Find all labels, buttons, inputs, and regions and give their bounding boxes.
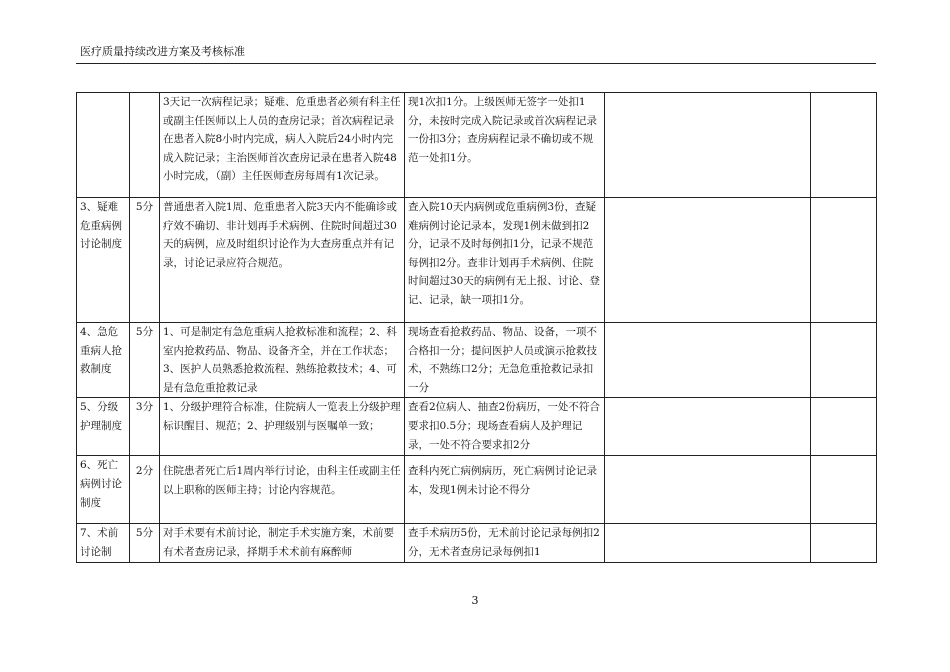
- item-name-cell: 5、分级护理制度: [77, 398, 130, 456]
- standard-cell: 1、可是制定有急危重病人抢救标准和流程；2、科室内抢救药品、物品、设备齐全，并在工作状态；3、医护人员熟悉抢救流程、熟练抢救技术；4、可是有急危重抢救记录: [160, 323, 405, 398]
- blank-cell: [605, 323, 811, 398]
- item-name-cell: [77, 93, 130, 198]
- blank-cell: [605, 93, 811, 198]
- method-cell: 查科内死亡病例病历，死亡病例讨论记录本，发现1例未讨论不得分: [405, 456, 605, 524]
- score-cell: 5分: [130, 323, 160, 398]
- standard-cell: 1、分级护理符合标准，住院病人一览表上分级护理标识醒目、规范；2、护理级别与医嘱单一致；: [160, 398, 405, 456]
- blank-cell: [811, 198, 877, 323]
- score-cell: 2分: [130, 456, 160, 524]
- table-row: [77, 198, 877, 323]
- method-cell: 查手术病历5份，无术前讨论记录每例扣2分，无术者查房记录每例扣1: [405, 524, 605, 562]
- blank-cell: [605, 198, 811, 323]
- score-cell: 5分: [130, 524, 160, 562]
- blank-cell: [605, 524, 811, 562]
- table-row: [77, 456, 877, 524]
- method-cell: 现场查看抢救药品、物品、设备，一项不合格扣一分；提问医护人员或演示抢救技术，不熟练口2分；无急危重抢救记录扣一分: [405, 323, 605, 398]
- score-cell: [130, 93, 160, 198]
- score-cell: 5分: [130, 198, 160, 323]
- page-number: 3: [471, 594, 479, 607]
- header-rule: [76, 63, 876, 64]
- standard-cell: 住院患者死亡后1周内举行讨论，由科主任或副主任以上职称的医师主持；讨论内容规范。: [160, 456, 405, 524]
- table-row: [77, 524, 877, 562]
- standard-cell: 普通患者入院1周、危重患者入院3天内不能确诊或疗效不确切、非计划再手术病例、住院时间超过30天的病例，应及时组织讨论作为大查房重点并有记录，讨论记录应符合规范。: [160, 198, 405, 323]
- blank-cell: [605, 398, 811, 456]
- method-cell: 查入院10天内病例或危重病例3份，查疑难病例讨论记录本，发现1例未做到扣2分，记录不及时每例扣1分，记录不规范每例扣2分。查非计划再手术病例、住院时间超过30天的病例有无上报、讨论、登记、记录，缺一项扣1分。: [405, 198, 605, 323]
- blank-cell: [811, 524, 877, 562]
- table-row: [77, 323, 877, 398]
- blank-cell: [811, 93, 877, 198]
- assessment-table: [76, 92, 877, 563]
- document-header: 医疗质量持续改进方案及考核标准: [80, 45, 245, 58]
- table-row: [77, 398, 877, 456]
- table-row: [77, 93, 877, 198]
- method-cell: 现1次扣1分。上级医师无签字一处扣1分，未按时完成入院记录或首次病程记录一份扣3分；查房病程记录不确切或不规范一处扣1分。: [405, 93, 605, 198]
- item-name-cell: 7、术前讨论制: [77, 524, 130, 562]
- blank-cell: [811, 323, 877, 398]
- method-cell: 查看2位病人、抽查2份病历，一处不符合要求扣0.5分；现场查看病人及护理记录，一处不符合要求扣2分: [405, 398, 605, 456]
- blank-cell: [811, 456, 877, 524]
- item-name-cell: 4、急危重病人抢救制度: [77, 323, 130, 398]
- blank-cell: [605, 456, 811, 524]
- item-name-cell: 3、疑难危重病例讨论制度: [77, 198, 130, 323]
- blank-cell: [811, 398, 877, 456]
- item-name-cell: 6、死亡病例讨论制度: [77, 456, 130, 524]
- standard-cell: 3天记一次病程记录；疑难、危重患者必须有科主任或副主任医师以上人员的查房记录；首次病程记录在患者入院8小时内完成，病人入院后24小时内完成入院记录；主治医师首次查房记录在患者入院48小时完成，（副）主任医师查房每周有1次记录。: [160, 93, 405, 198]
- standard-cell: 对手术要有术前讨论，制定手术实施方案，术前要有术者查房记录，择期手术术前有麻醉师: [160, 524, 405, 562]
- score-cell: 3分: [130, 398, 160, 456]
